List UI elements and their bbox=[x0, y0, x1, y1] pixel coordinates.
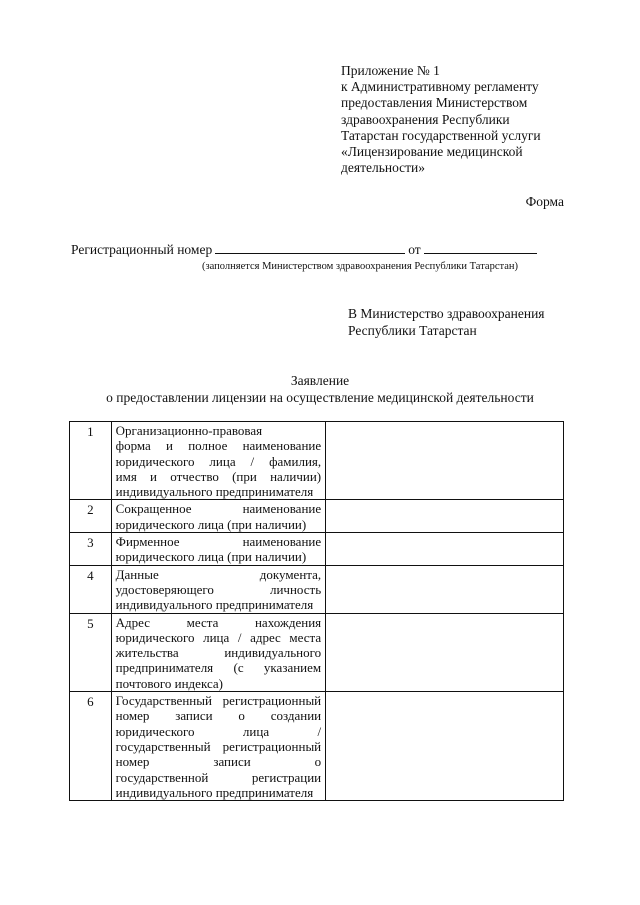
row-label-line: удостоверяющего личность bbox=[115, 581, 322, 597]
table-row bbox=[70, 565, 564, 613]
table-row bbox=[70, 613, 564, 691]
addressee-line: В Министерство здравоохранения bbox=[348, 306, 545, 321]
row-label-line: предпринимателя (с указанием bbox=[115, 660, 322, 676]
registration-hint: (заполняется Министерством здравоохранения Республики Татарстан) bbox=[202, 261, 518, 272]
appendix-line: Приложение № 1 bbox=[341, 63, 440, 78]
row-label-line: индивидуального предпринимателя bbox=[115, 597, 314, 613]
table-body bbox=[70, 422, 564, 801]
row-value-field[interactable] bbox=[326, 565, 564, 613]
row-number: 5 bbox=[70, 613, 112, 691]
row-label-line: Организационно-правовая bbox=[115, 423, 263, 438]
row-label-line: юридического лица (при наличии) bbox=[115, 516, 307, 532]
appendix-line: здравоохранения Республики bbox=[341, 111, 510, 127]
row-label-line: государственный регистрационный bbox=[115, 738, 322, 754]
row-label-line: Государственный регистрационный bbox=[115, 693, 322, 709]
row-label-line: юридического лица (при наличии) bbox=[115, 549, 307, 565]
row-label-line: Фирменное наименование bbox=[115, 534, 322, 550]
row-label-line: номер записи о создании bbox=[115, 708, 322, 724]
row-label bbox=[111, 533, 325, 566]
row-label bbox=[111, 692, 325, 801]
document-title bbox=[0, 373, 640, 406]
appendix-line: предоставления Министерством bbox=[341, 95, 528, 111]
row-label-line: юридического лица / адрес места bbox=[115, 629, 322, 645]
table-row bbox=[70, 692, 564, 801]
addressee-block bbox=[348, 306, 545, 339]
row-label-line: форма и полное наименование bbox=[115, 438, 322, 454]
row-value-field[interactable] bbox=[326, 500, 564, 533]
row-label-line: юридического лица / фамилия, bbox=[115, 453, 322, 469]
row-label bbox=[111, 500, 325, 533]
appendix-line: Татарстан государственной услуги bbox=[341, 127, 541, 143]
row-number: 1 bbox=[70, 422, 112, 500]
appendix-line: деятельности» bbox=[341, 160, 426, 176]
title-line-2: о предоставлении лицензии на осуществление медицинской деятельности bbox=[106, 389, 534, 405]
form-label: Форма bbox=[525, 194, 564, 209]
registration-number-field[interactable] bbox=[215, 241, 405, 254]
registration-number-label: Регистрационный номер bbox=[71, 242, 213, 257]
row-value-field[interactable] bbox=[326, 613, 564, 691]
row-number: 6 bbox=[70, 692, 112, 801]
row-label-line: номер записи о bbox=[115, 754, 322, 770]
row-label-line: почтового индекса) bbox=[115, 675, 223, 691]
row-label-line: имя и отчество (при наличии) bbox=[115, 468, 322, 484]
title-line-1: Заявление bbox=[290, 373, 350, 388]
application-table bbox=[69, 421, 564, 801]
appendix-header bbox=[341, 63, 581, 176]
row-label-line: индивидуального предпринимателя bbox=[115, 484, 314, 500]
row-label-line: индивидуального предпринимателя bbox=[115, 784, 314, 800]
table-row bbox=[70, 500, 564, 533]
row-label bbox=[111, 422, 325, 500]
row-number: 4 bbox=[70, 565, 112, 613]
row-label bbox=[111, 565, 325, 613]
appendix-line: к Административному регламенту bbox=[341, 79, 539, 95]
row-value-field[interactable] bbox=[326, 533, 564, 566]
addressee-line: Республики Татарстан bbox=[348, 322, 477, 338]
row-number: 2 bbox=[70, 500, 112, 533]
row-label-line: Адрес места нахождения bbox=[115, 614, 322, 630]
registration-date-label: от bbox=[408, 242, 421, 257]
registration-date-field[interactable] bbox=[424, 241, 537, 254]
row-label-line: Данные документа, bbox=[115, 566, 322, 582]
row-label-line: жительства индивидуального bbox=[115, 645, 322, 661]
row-label-line: Сокращенное наименование bbox=[115, 501, 322, 517]
row-value-field[interactable] bbox=[326, 422, 564, 500]
table-row bbox=[70, 422, 564, 500]
row-value-field[interactable] bbox=[326, 692, 564, 801]
row-number: 3 bbox=[70, 533, 112, 566]
registration-line bbox=[71, 241, 567, 258]
row-label bbox=[111, 613, 325, 691]
table-row bbox=[70, 533, 564, 566]
row-label-line: юридического лица / bbox=[115, 723, 322, 739]
appendix-line: «Лицензирование медицинской bbox=[341, 144, 523, 160]
row-label-line: государственной регистрации bbox=[115, 769, 322, 785]
